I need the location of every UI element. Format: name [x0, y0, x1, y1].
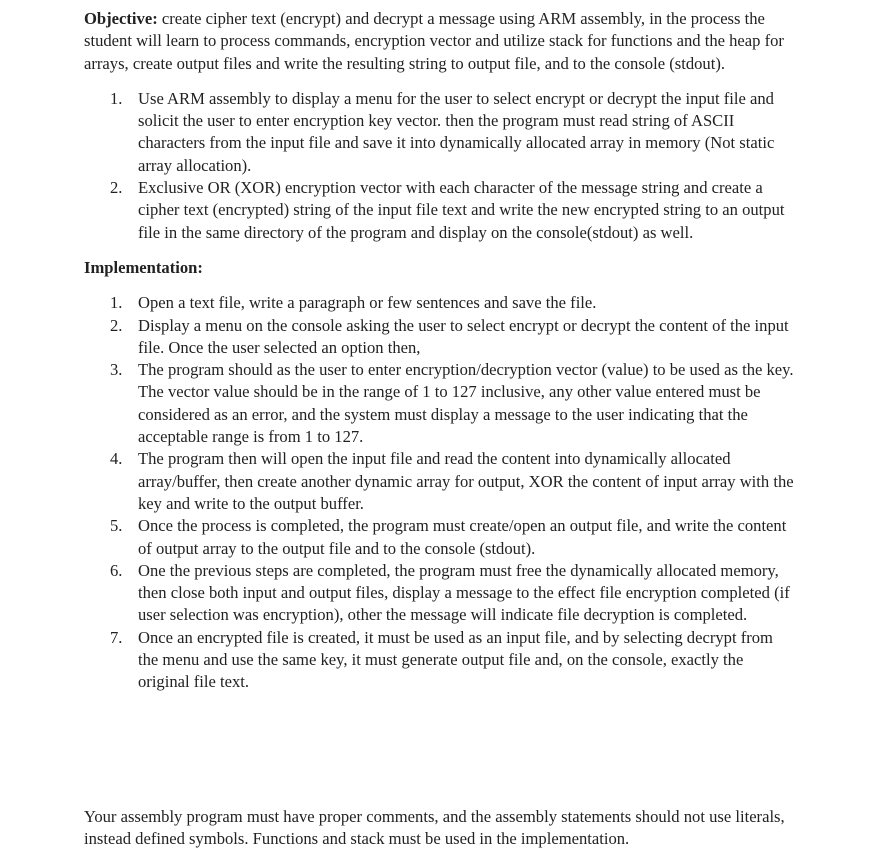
list-item-text: Exclusive OR (XOR) encryption vector with each character of the message string and create a cipher text (encrypted) string of the input file text and write the new encrypted string to an output file in the same directory of the program and display on the console(stdout) as well. [138, 178, 785, 242]
list-item [84, 515, 796, 560]
list-item-number: 5. [110, 516, 123, 536]
list-item-text: Display a menu on the console asking the user to select encrypt or decrypt the content of the input file. Once the user selected an option then, [138, 315, 789, 357]
list-item-number: 7. [110, 627, 123, 647]
list-item-number: 2. [110, 315, 123, 335]
objective-text: create cipher text (encrypt) and decrypt a message using ARM assembly, in the process the student will learn to process commands, encryption vector and utilize stack for functions and the heap for arrays, create output files and write the resulting string to output file, and to the console (stdout). [84, 9, 784, 73]
list-item-text: The program then will open the input file and read the content into dynamically allocated array/buffer, then create another dynamic array for output, XOR the content of input array with the key and write to the output buffer. [138, 449, 794, 513]
list-item-text: One the previous steps are completed, the program must free the dynamically allocated memory, then close both input and output files, display a message to the effect file encryption completed (if user selection was encryption), other the message will indicate file decryption is completed. [138, 560, 790, 625]
list-item-text: The program should as the user to enter encryption/decryption vector (value) to be used as the key. The vector value should be in the range of 1 to 127 inclusive, any other value entered must be considered as an error, and the system must display a message to the user indicating that the acceptable range is from 1 to 127. [138, 360, 794, 447]
list-item-text: Open a text file, write a paragraph or few sentences and save the file. [138, 293, 597, 313]
objective-list [84, 88, 796, 244]
objective-label: Objective: [84, 9, 158, 28]
list-item-text: Once an encrypted file is created, it must be used as an input file, and by selecting decrypt from the menu and use the same key, it must generate output file and, on the console, exactly the original file text. [138, 627, 773, 692]
list-item [84, 448, 796, 515]
list-item [84, 359, 796, 448]
list-item [84, 560, 796, 627]
list-item-number: 3. [110, 360, 123, 380]
implementation-list [84, 292, 796, 693]
objective-paragraph [84, 8, 796, 75]
list-item-number: 1. [110, 293, 123, 313]
list-item-number: 4. [110, 449, 123, 469]
list-item-number: 2. [110, 178, 123, 198]
implementation-heading: Implementation: [84, 257, 203, 277]
list-item [84, 88, 796, 177]
footer-paragraph: Your assembly program must have proper comments, and the assembly statements should not use literals, instead defined symbols. Functions and stack must be used in the implementation. [84, 807, 785, 849]
list-item [84, 627, 796, 694]
list-item-text: Use ARM assembly to display a menu for the user to select encrypt or decrypt the input file and solicit the user to enter encryption key vector. then the program must read string of ASCII characters from the input file and save it into dynamically allocated array in memory (Not static array allocation). [138, 88, 775, 175]
list-item-number: 1. [110, 88, 123, 108]
list-item [84, 292, 796, 314]
list-item-text: Once the process is completed, the program must create/open an output file, and write the content of output array to the output file and to the console (stdout). [138, 516, 787, 558]
list-item [84, 315, 796, 360]
list-item [84, 177, 796, 244]
list-item-number: 6. [110, 560, 123, 580]
document-body [84, 8, 796, 694]
